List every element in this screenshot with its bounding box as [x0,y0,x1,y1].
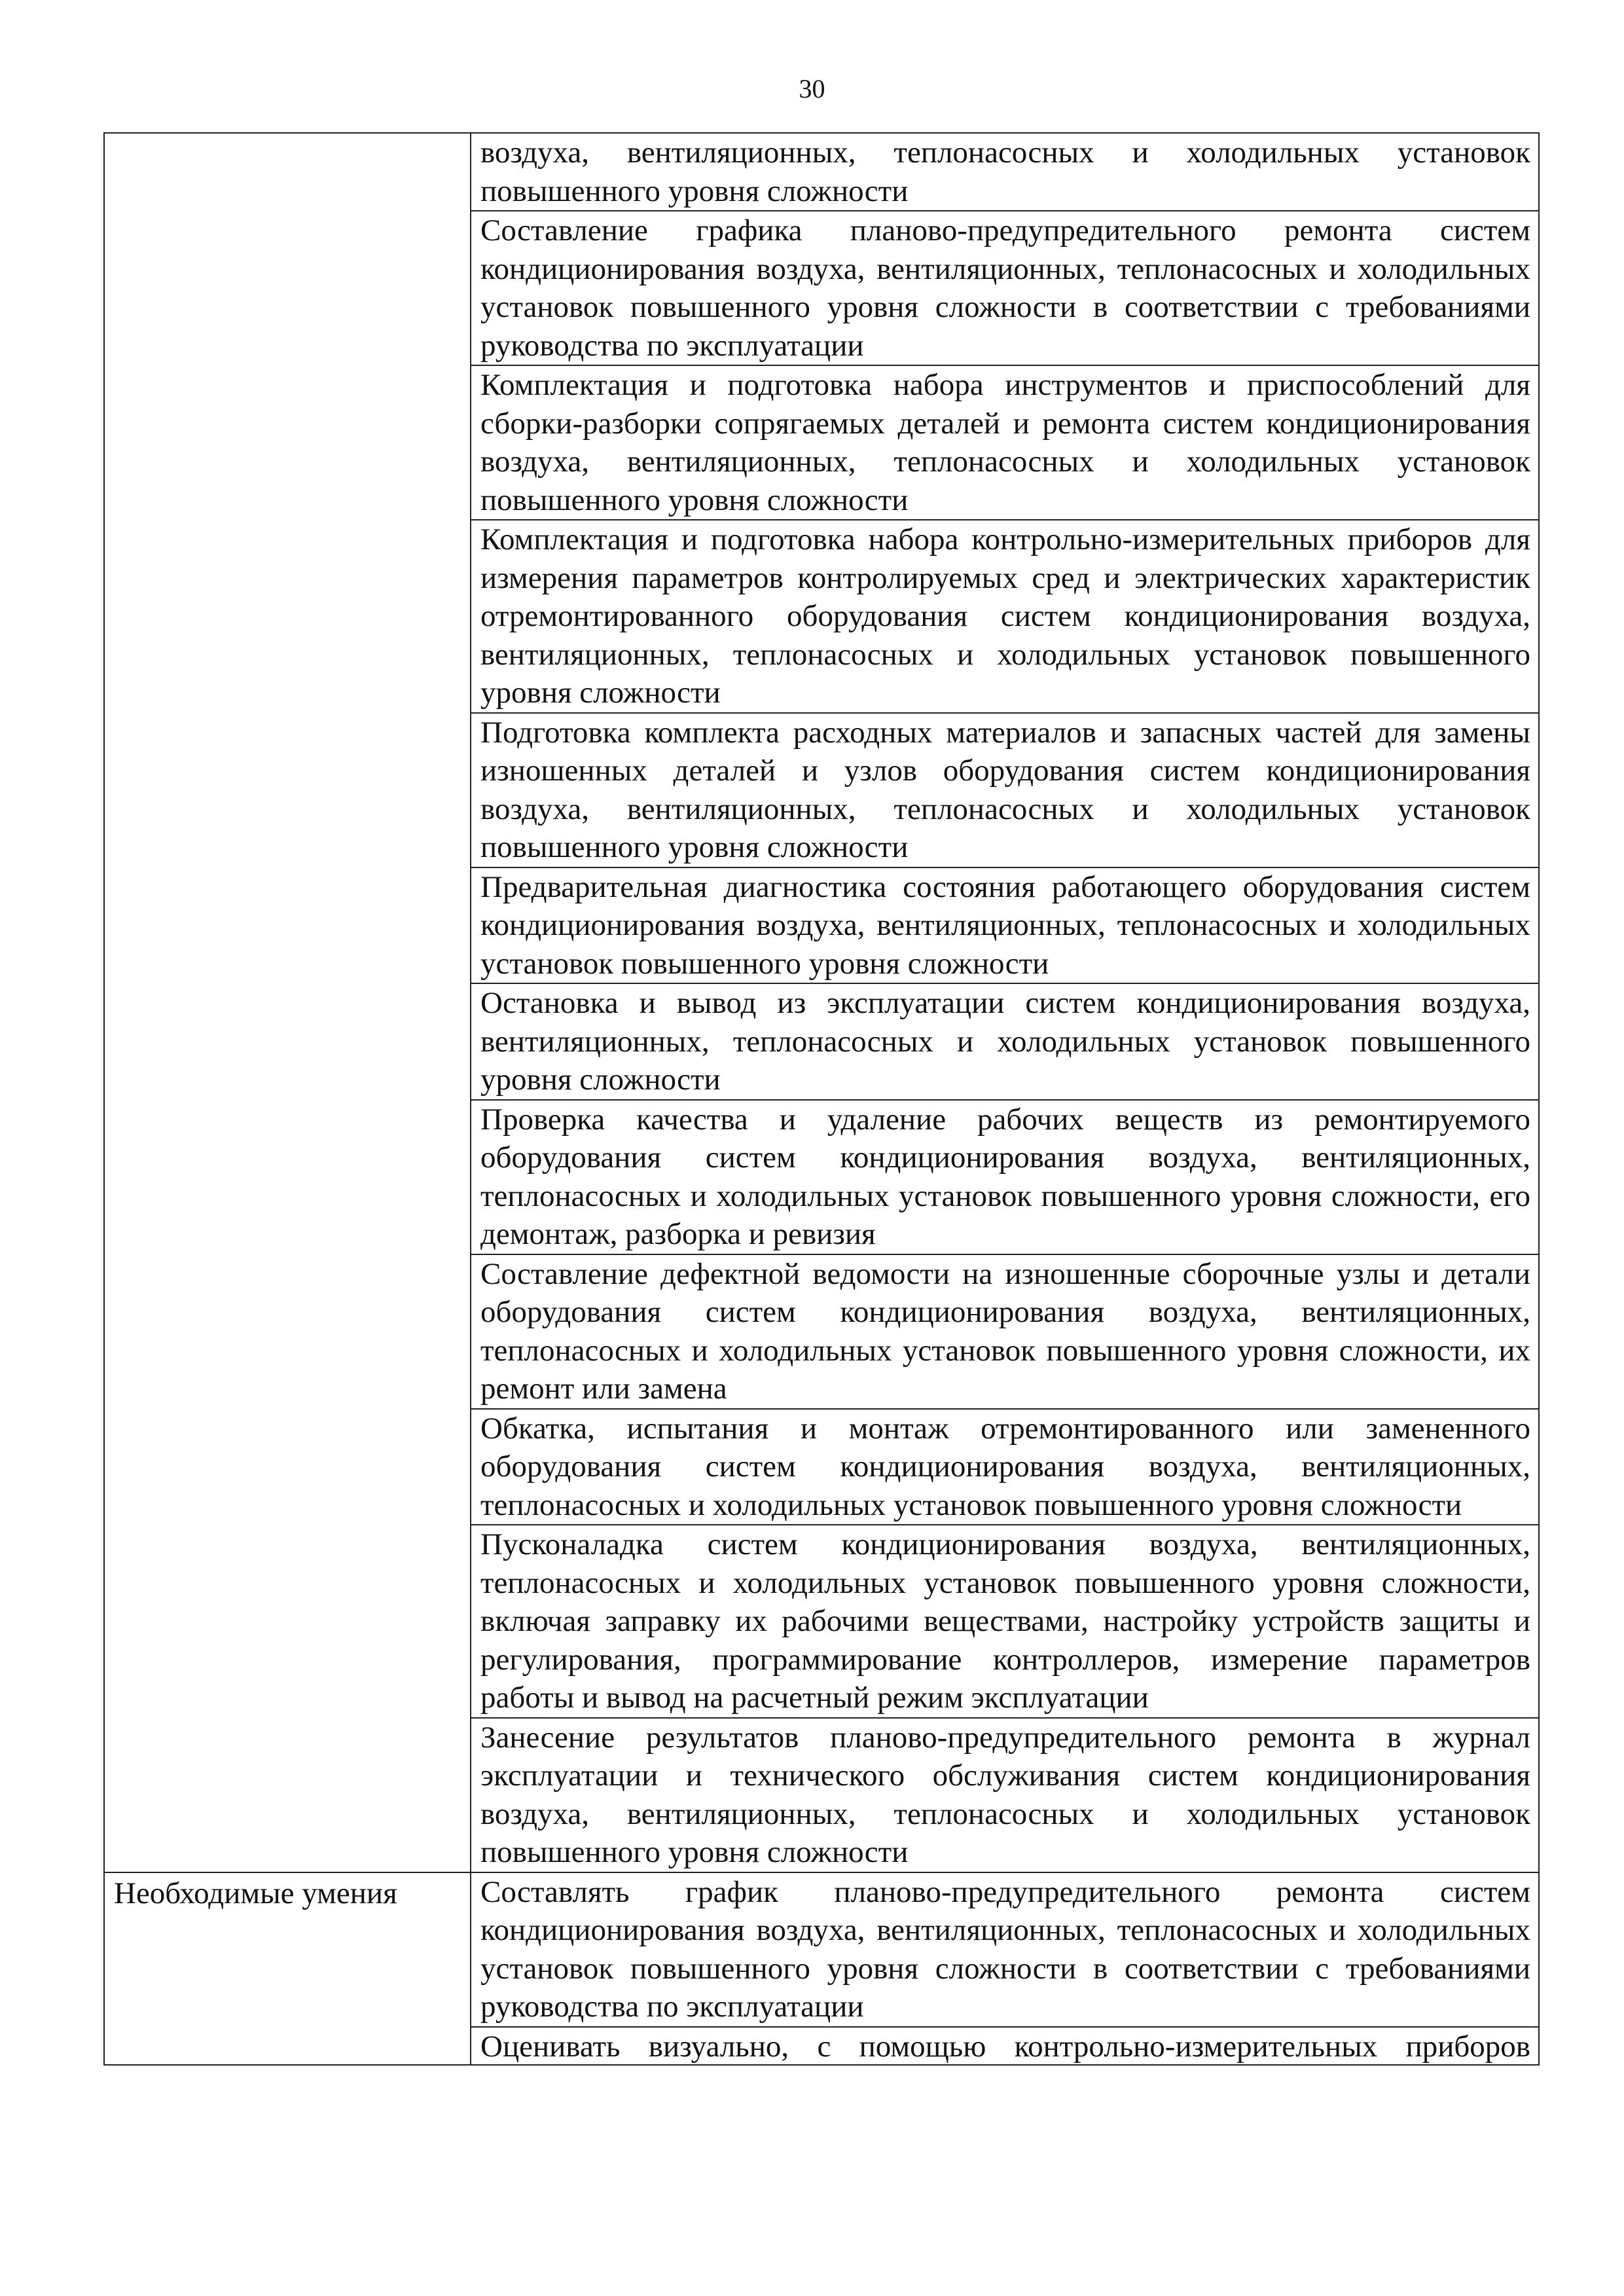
table-cell: Комплектация и подготовка набора контрольно-измерительных приборов для измерения параметров контролируемых сред и электрических характеристик отремонтированного оборудования систем кондиционирования воздуха, вентиляционных, теплонасосных и холодильных установок повышенного уровня сложности [471,520,1539,713]
table-cell: Занесение результатов планово-предупредительного ремонта в журнал эксплуатации и технического обслуживания систем кондиционирования воздуха, вентиляционных, теплонасосных и холодильных установок повышенного уровня сложности [471,1718,1539,1872]
cell-text-continued: Оценивать визуально, с помощью контрольно-измерительных приборов [480,2029,1530,2064]
table-cell: Пусконаладка систем кондиционирования воздуха, вентиляционных, теплонасосных и холодильных установок повышенного уровня сложности, включая заправку их рабочими веществами, настройку устройств защиты и регулирования, программирование контроллеров, измерение параметров работы и вывод на расчетный режим эксплуатации [471,1525,1539,1718]
page-number: 30 [799,74,825,103]
table-cell: Остановка и вывод из эксплуатации систем кондиционирования воздуха, вентиляционных, теплонасосных и холодильных установок повышенного уровня сложности [471,983,1539,1100]
table-cell [471,2027,1539,2065]
table-cell: Предварительная диагностика состояния работающего оборудования систем кондиционирования воздуха, вентиляционных, теплонасосных и холодильных установок повышенного уровня сложности [471,867,1539,984]
skills-label: Необходимые умения [104,1872,471,2065]
empty-label-cell [104,133,471,1872]
requirements-table [103,132,1540,2066]
table-cell: Обкатка, испытания и монтаж отремонтированного или замененного оборудования систем кондиционирования воздуха, вентиляционных, теплонасосных и холодильных установок повышенного уровня сложности [471,1409,1539,1525]
table-cell: Составлять график планово-предупредительного ремонта систем кондиционирования воздуха, вентиляционных, теплонасосных и холодильных установок повышенного уровня сложности в соответствии с требованиями руководства по эксплуатации [471,1872,1539,2027]
table-row [104,1872,1539,2027]
table-cell: Подготовка комплекта расходных материалов и запасных частей для замены изношенных деталей и узлов оборудования систем кондиционирования воздуха, вентиляционных, теплонасосных и холодильных установок повышенного уровня сложности [471,713,1539,867]
table-row [104,133,1539,211]
table-cell: Составление дефектной ведомости на изношенные сборочные узлы и детали оборудования систем кондиционирования воздуха, вентиляционных, теплонасосных и холодильных установок повышенного уровня сложности, их ремонт или замена [471,1254,1539,1409]
table-cell: воздуха, вентиляционных, теплонасосных и холодильных установок повышенного уровня сложности [471,133,1539,211]
table-cell: Комплектация и подготовка набора инструментов и приспособлений для сборки-разборки сопрягаемых деталей и ремонта систем кондиционирования воздуха, вентиляционных, теплонасосных и холодильных установок повышенного уровня сложности [471,365,1539,520]
table-cell: Составление графика планово-предупредительного ремонта систем кондиционирования воздуха, вентиляционных, теплонасосных и холодильных установок повышенного уровня сложности в соответствии с требованиями руководства по эксплуатации [471,211,1539,365]
table-cell: Проверка качества и удаление рабочих веществ из ремонтируемого оборудования систем кондиционирования воздуха, вентиляционных, теплонасосных и холодильных установок повышенного уровня сложности, его демонтаж, разборка и ревизия [471,1100,1539,1254]
